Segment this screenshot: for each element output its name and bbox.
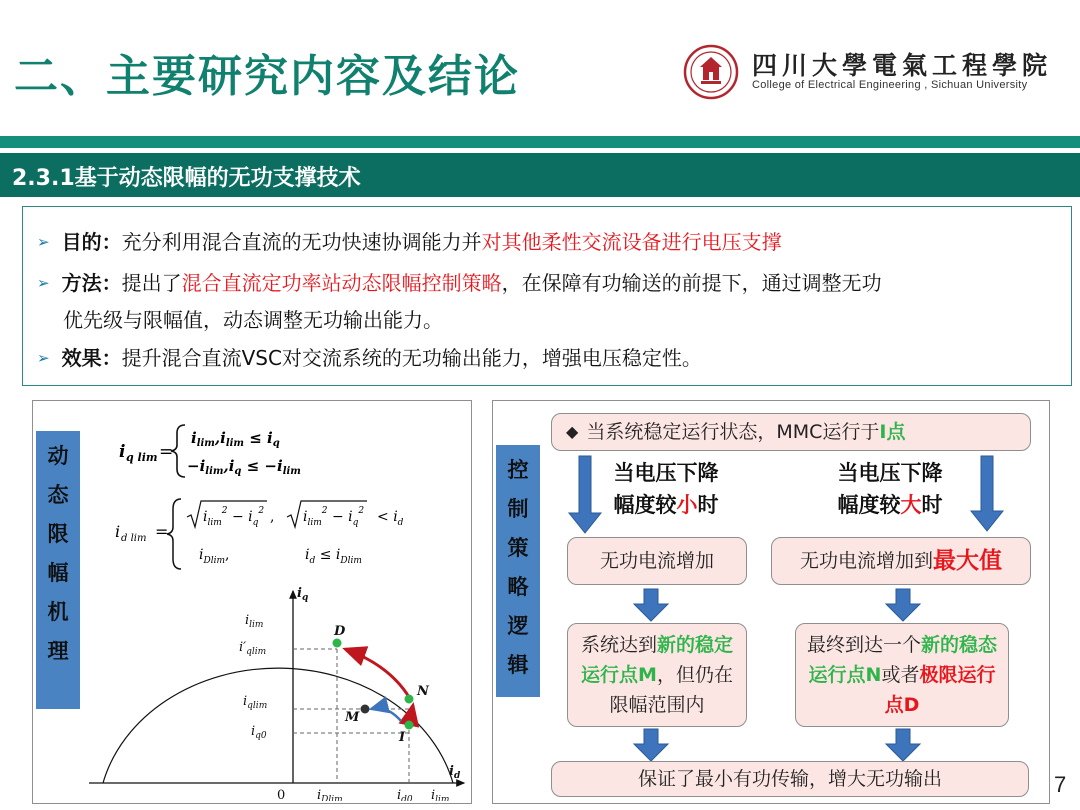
right-condition-line2 [825, 489, 955, 521]
svg-text:i: i [115, 522, 121, 541]
svg-text:ilim2 − iq2: $i_{lim}^2 - i_q^2$ [303, 506, 365, 528]
point-label: 目的： [61, 230, 122, 254]
arrow-right-down-3 [886, 729, 920, 761]
svg-text:ilim,ilim ≤ iq: $i_{lim},i_{lim} \le i_q$ [191, 429, 280, 449]
key-points-box [22, 206, 1072, 386]
right-step2-text-mid: 或者 [881, 664, 920, 686]
arrow-i-to-m [371, 708, 401, 721]
side-label-char: 机 [47, 600, 69, 624]
arrow-right-down-2 [886, 589, 920, 621]
diamond-bullet-icon: ◆ [566, 422, 579, 441]
label-n: N [417, 684, 429, 699]
side-label-char: 幅 [47, 561, 69, 585]
flow-arrows [493, 401, 1049, 801]
arrow-n-to-d [345, 649, 409, 697]
svg-text:i: i [119, 442, 126, 462]
arrow-left-down-3 [634, 729, 668, 761]
tick-iqlim-prime: $i'_{qlim}$ [239, 640, 267, 657]
arrow-bullet-icon: ➢ [37, 274, 50, 292]
svg-text:q lim: q lim [126, 451, 158, 464]
right-step2-box [795, 623, 1009, 727]
point-label: 效果： [61, 346, 122, 370]
initial-state-point: I点 [879, 421, 906, 443]
current-limit-diagram [79, 579, 469, 801]
label-m: M [345, 710, 360, 725]
right-step2-emph-red: 极限运行点D [884, 664, 996, 716]
right-step2-text: 最终到达一个 [806, 634, 921, 656]
svg-text:=: = [159, 442, 174, 462]
side-label-char: 动 [47, 444, 69, 468]
point-n-dot [405, 695, 414, 704]
svg-text:ilim2 − iq2: $i_{lim}^2 - i_q^2$ [203, 506, 265, 528]
tick-ilim: $i_{lim}$ [245, 613, 264, 630]
point-highlight: 混合直流定功率站动态限幅控制策略 [181, 271, 502, 295]
point-purpose [37, 227, 782, 257]
left-condition-line1: 当电压下降 [613, 461, 719, 485]
tick-idlim: $i_{Dlim}$ [317, 788, 343, 801]
right-condition [825, 457, 955, 521]
right-condition-suffix: 时 [921, 493, 943, 517]
left-step1-box: 无功电流增加 [567, 537, 747, 585]
right-step2-emph: 新的稳态运行点N [808, 634, 998, 686]
point-d-dot [333, 639, 342, 648]
left-condition-line2 [601, 489, 731, 521]
arrow-bullet-icon: ➢ [37, 349, 50, 367]
side-label-char: 理 [47, 639, 69, 663]
page-number: 7 [1054, 772, 1067, 797]
point-highlight: 对其他柔性交流设备进行电压支撑 [481, 230, 782, 254]
side-label-char: 限 [47, 522, 69, 546]
left-condition-prefix: 幅度较 [613, 493, 677, 517]
point-i-dot [405, 721, 414, 730]
right-condition-prefix: 幅度较 [837, 493, 901, 517]
left-step2-box [567, 623, 747, 727]
svg-text:iDlim,: $i_{Dlim}$, [199, 547, 230, 566]
svg-text:id ≤ iDlim: $i_d \le i_{Dlim}$ [305, 547, 362, 566]
point-m-dot [361, 705, 370, 714]
tick-id0: $i_{d0}$ [397, 788, 413, 801]
right-step1-emph: 最大值 [933, 548, 1002, 574]
header-divider [0, 136, 1080, 148]
svg-text:< id: < $i_d$ [377, 509, 404, 528]
logo-name: 四川大學電氣工程學院 [752, 51, 1053, 80]
point-text-after: ，在保障有功输送的前提下，通过调整无功 [501, 271, 882, 295]
right-step1-box [771, 537, 1031, 585]
left-step2-emph: 新的稳定运行点M [581, 634, 734, 686]
control-logic-panel [492, 400, 1050, 804]
side-label-char: 控 [507, 458, 529, 482]
conclusion-box: 保证了最小有功传输，增大无功输出 [551, 761, 1029, 797]
left-step2-text-after: ，但仍在限幅范围内 [609, 664, 733, 716]
right-step1-text: 无功电流增加到 [799, 550, 933, 572]
point-method [37, 268, 882, 298]
left-condition [601, 457, 731, 521]
right-condition-emph: 大 [900, 493, 922, 517]
label-d: D [334, 624, 346, 639]
svg-text:,: , [270, 509, 275, 525]
side-label-char: 制 [507, 497, 529, 521]
left-condition-emph: 小 [676, 493, 698, 517]
side-label-char: 辑 [507, 653, 529, 677]
arrow-bullet-icon: ➢ [37, 233, 50, 251]
section-title: 2.3.1基于动态限幅的无功支撑技术 [12, 166, 361, 191]
mechanism-panel [32, 400, 472, 804]
left-condition-suffix: 时 [697, 493, 719, 517]
logo-english-name: College of Electrical Engineering , Sichuan University [752, 79, 1028, 91]
origin-label: 0 [277, 788, 286, 801]
mechanism-side-label [36, 431, 80, 709]
side-label-char: 略 [507, 575, 529, 599]
side-label-char: 态 [47, 483, 69, 507]
point-text: 提出了 [121, 271, 182, 295]
left-step2-text: 系统达到 [580, 634, 657, 656]
svg-text:d lim: d lim [121, 533, 147, 544]
tick-iq0: $i_{q0}$ [251, 724, 267, 741]
point-method-continuation: 优先级与限幅值，动态调整无功输出能力。 [63, 308, 443, 332]
arrow-left-down-2 [634, 589, 668, 621]
tick-iqlim: $i_{qlim}$ [243, 694, 268, 711]
arrow-left-down-1 [569, 456, 601, 533]
formula-id-limit [115, 493, 435, 575]
point-label: 方法： [61, 271, 122, 295]
point-text: 充分利用混合直流的无功快速协调能力并 [121, 230, 482, 254]
side-label-char: 策 [507, 536, 529, 560]
university-seal-logo [683, 44, 739, 100]
arrow-right-down-1 [971, 456, 1003, 531]
svg-text:−ilim,iq ≤ −ilim: $-i_{lim},i_q \le -i_{lim}$ [187, 457, 301, 477]
formula-iq-limit [119, 419, 349, 479]
axis-id-label: $i_d$ [449, 764, 461, 781]
point-effect [37, 343, 702, 373]
tick-ilim-x: $i_{lim}$ [431, 788, 450, 801]
initial-state-text: 当系统稳定运行状态，MMC运行于 [586, 421, 880, 443]
svg-text:=: = [155, 522, 169, 541]
right-condition-line1: 当电压下降 [837, 461, 943, 485]
point-text: 提升混合直流VSC对交流系统的无功输出能力，增强电压稳定性。 [121, 346, 702, 370]
side-label-char: 逻 [507, 614, 529, 638]
page-title: 二、主要研究内容及结论 [14, 51, 520, 102]
axis-iq-label: $i_q$ [297, 586, 309, 603]
label-i: I [399, 730, 406, 745]
